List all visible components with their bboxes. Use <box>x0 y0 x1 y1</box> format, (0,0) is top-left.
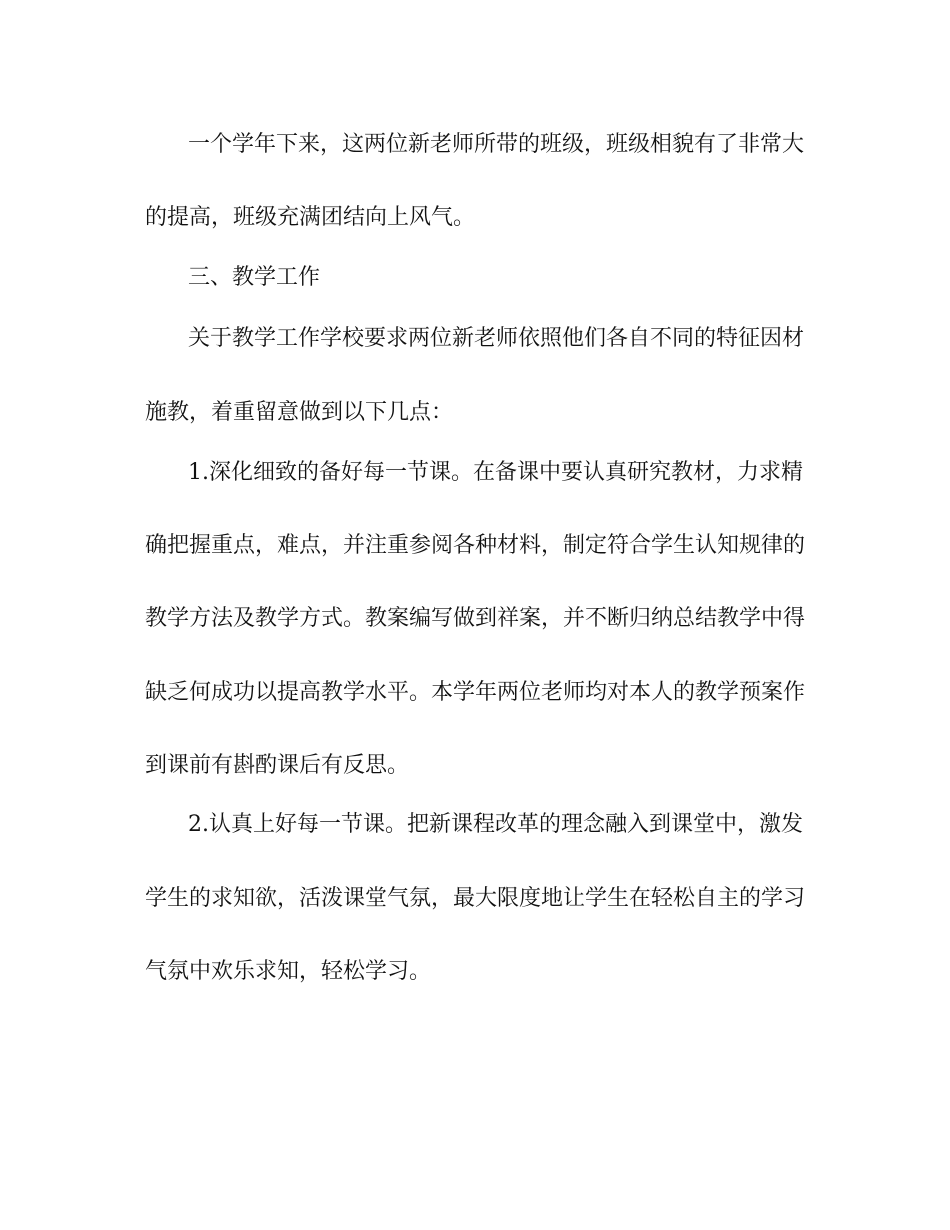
paragraph-line: 关于教学工作学校要求两位新老师依照他们各自不同的特征因材 <box>188 326 805 351</box>
paragraph-line: 的提高，班级充满团结向上风气。 <box>145 205 476 230</box>
list-item-line: 学生的求知欲，活泼课堂气氛，最大限度地让学生在轻松自主的学习 <box>145 886 806 911</box>
list-item-line: 确把握重点，难点，并注重参阅各种材料，制定符合学生认知规律的 <box>145 533 806 558</box>
list-item-line: 气氛中欢乐求知，轻松学习。 <box>145 959 432 984</box>
section-heading: 三、教学工作 <box>188 265 321 290</box>
list-item-line: 2.认真上好每一节课。把新课程改革的理念融入到课堂中，激发 <box>188 812 803 837</box>
list-item-line: 教学方法及教学方式。教案编写做到祥案，并不断归纳总结教学中得 <box>145 606 806 631</box>
list-item-line: 到课前有斟酌课后有反思。 <box>145 753 410 778</box>
list-item-line: 1.深化细致的备好每一节课。在备课中要认真研究教材，力求精 <box>188 460 803 485</box>
list-item-line: 缺乏何成功以提高教学水平。本学年两位老师均对本人的教学预案作 <box>145 680 806 705</box>
paragraph-line: 一个学年下来，这两位新老师所带的班级，班级相貌有了非常大 <box>188 132 805 157</box>
paragraph-line: 施教，着重留意做到以下几点： <box>145 400 454 425</box>
